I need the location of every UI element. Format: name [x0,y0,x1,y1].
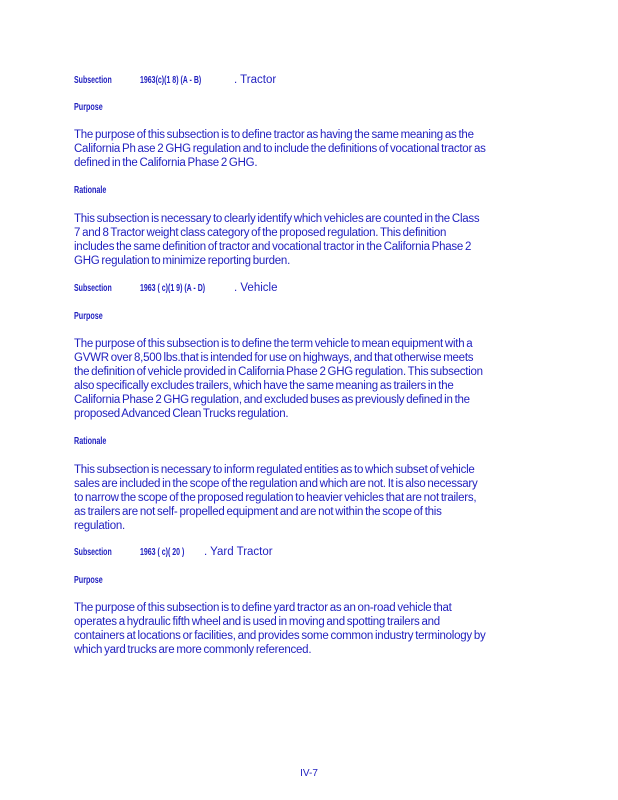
subsection-number: 1963 ( c)(1 9) (A - D) [140,283,206,294]
paragraph-line: to narrow the scope of the proposed regulation to heavier vehicles that are not trailers, [74,492,477,504]
rationale-paragraph-tractor [74,212,546,268]
rationale-label: Rationale [74,436,107,447]
paragraph-line: California Phase 2 GHG regulation, and excluded buses as previously defined in the [74,394,470,406]
purpose-label: Purpose [74,102,103,113]
subsection-heading-yard-tractor [74,546,273,559]
paragraph-line: includes the same definition of tractor and vocational tractor in the California Phase 2 [74,241,472,253]
paragraph-line: the definition of vehicle provided in California Phase 2 GHG regulation. This subsection [74,366,483,378]
subsection-title: . Yard Tractor [204,546,273,558]
subsection-label: Subsection [74,283,112,294]
purpose-paragraph-tractor [74,128,546,170]
paragraph-line: California Ph ase 2 GHG regulation and to include the definitions of vocational tractor as [74,143,486,155]
subsection-title: . Vehicle [234,282,278,294]
paragraph-line: which yard trucks are more commonly referenced. [74,644,312,656]
subsection-heading-vehicle [74,282,278,295]
paragraph-line: The purpose of this subsection is to define the term vehicle to mean equipment with a [74,338,473,350]
paragraph-line: The purpose of this subsection is to define yard tractor as an on-road vehicle that [74,602,452,614]
paragraph-line: operates a hydraulic fifth wheel and is used in moving and spotting trailers and [74,616,440,628]
paragraph-line: defined in the California Phase 2 GHG. [74,157,258,169]
paragraph-line: containers at locations or facilities, and provides some common industry terminology by [74,630,486,642]
subsection-number: 1963 ( c)( 20 ) [140,547,185,558]
paragraph-line: GVWR over 8,500 lbs.that is intended for use on highways, and that otherwise meets [74,352,474,364]
paragraph-line: regulation. [74,520,125,532]
purpose-label: Purpose [74,311,103,322]
purpose-paragraph-vehicle [74,337,546,421]
purpose-label: Purpose [74,575,103,586]
paragraph-line: proposed Advanced Clean Trucks regulation. [74,408,289,420]
paragraph-line: GHG regulation to minimize reporting burden. [74,255,291,267]
rationale-label: Rationale [74,185,107,196]
paragraph-line: as trailers are not self- propelled equipment and are not within the scope of this [74,506,442,518]
rationale-paragraph-vehicle [74,463,546,533]
paragraph-line: sales are included in the scope of the regulation and which are not. It is also necessary [74,478,478,490]
paragraph-line: This subsection is necessary to inform regulated entities as to which subset of vehicle [74,464,475,476]
subsection-number: 1963(c)(1 8) (A - B) [140,75,202,86]
subsection-heading-tractor [74,74,277,87]
page-number: IV-7 [300,768,318,779]
paragraph-line: This subsection is necessary to clearly identify which vehicles are counted in the Class [74,213,480,225]
purpose-paragraph-yard-tractor [74,601,546,657]
subsection-label: Subsection [74,75,112,86]
subsection-label: Subsection [74,547,112,558]
paragraph-line: The purpose of this subsection is to define tractor as having the same meaning as the [74,129,474,141]
paragraph-line: 7 and 8 Tractor weight class category of the proposed regulation. This definition [74,227,447,239]
paragraph-line: also specifically excludes trailers, which have the same meaning as trailers in the [74,380,454,392]
subsection-title: . Tractor [234,74,277,86]
